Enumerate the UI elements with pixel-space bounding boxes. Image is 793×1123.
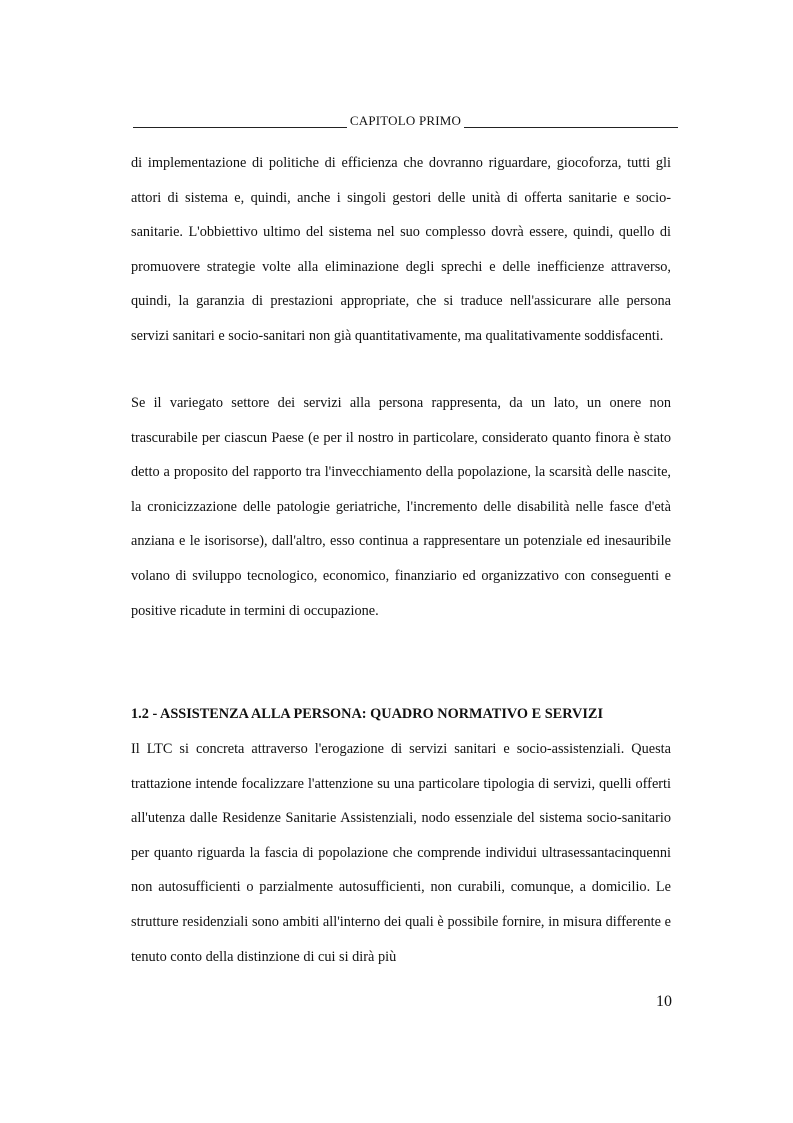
chapter-title: CAPITOLO PRIMO	[347, 113, 464, 128]
page-number: 10	[656, 993, 672, 1010]
section-heading: 1.2 - ASSISTENZA ALLA PERSONA: QUADRO NORMATIVO E SERVIZI	[131, 706, 604, 722]
body-paragraph-3: Il LTC si concreta attraverso l'erogazione di servizi sanitari e socio-assistenziali. Questa trattazione intende focalizzare l'attenzione su una particolare tipologia di servizi, quelli offerti all'utenza dalle Residenze Sanitarie Assistenziali, nodo essenziale del sistema socio-sanitario per quanto riguarda la fascia di popolazione che comprende individui ultrasessantacinquenni non autosufficienti o parzialmente autosufficienti, non curabili, comunque, a domicilio. Le strutture residenziali sono ambiti all'interno dei quali è possibile fornire, in misura differente e tenuto conto della distinzione di cui si dirà più	[131, 741, 671, 965]
running-header	[133, 113, 678, 129]
body-paragraph-2: Se il variegato settore dei servizi alla persona rappresenta, da un lato, un onere non trascurabile per ciascun Paese (e per il nostro in particolare, considerato quanto finora è stato detto a proposito del rapporto tra l'invecchiamento della popolazione, la scarsità delle nascite, la cronicizzazione delle patologie geriatriche, l'incremento delle disabilità nelle fasce d'età anziana e le isorisorse), dall'altro, esso continua a rappresentare un potenziale ed inesauribile volano di sviluppo tecnologico, economico, finanziario ed organizzativo con conseguenti e positive ricadute in termini di occupazione.	[131, 395, 671, 619]
body-paragraph-1: di implementazione di politiche di efficienza che dovranno riguardare, giocoforza, tutti gli attori di sistema e, quindi, anche i singoli gestori delle unità di offerta sanitarie e socio-sanitarie. L'obbiettivo ultimo del sistema nel suo complesso dovrà essere, quindi, quello di promuovere strategie volte alla eliminazione degli sprechi e delle inefficienze attraverso, quindi, la garanzia di prestazioni appropriate, che si traduce nell'assicurare alle persona servizi sanitari e socio-sanitari non già quantitativamente, ma qualitativamente soddisfacenti.	[131, 155, 671, 344]
